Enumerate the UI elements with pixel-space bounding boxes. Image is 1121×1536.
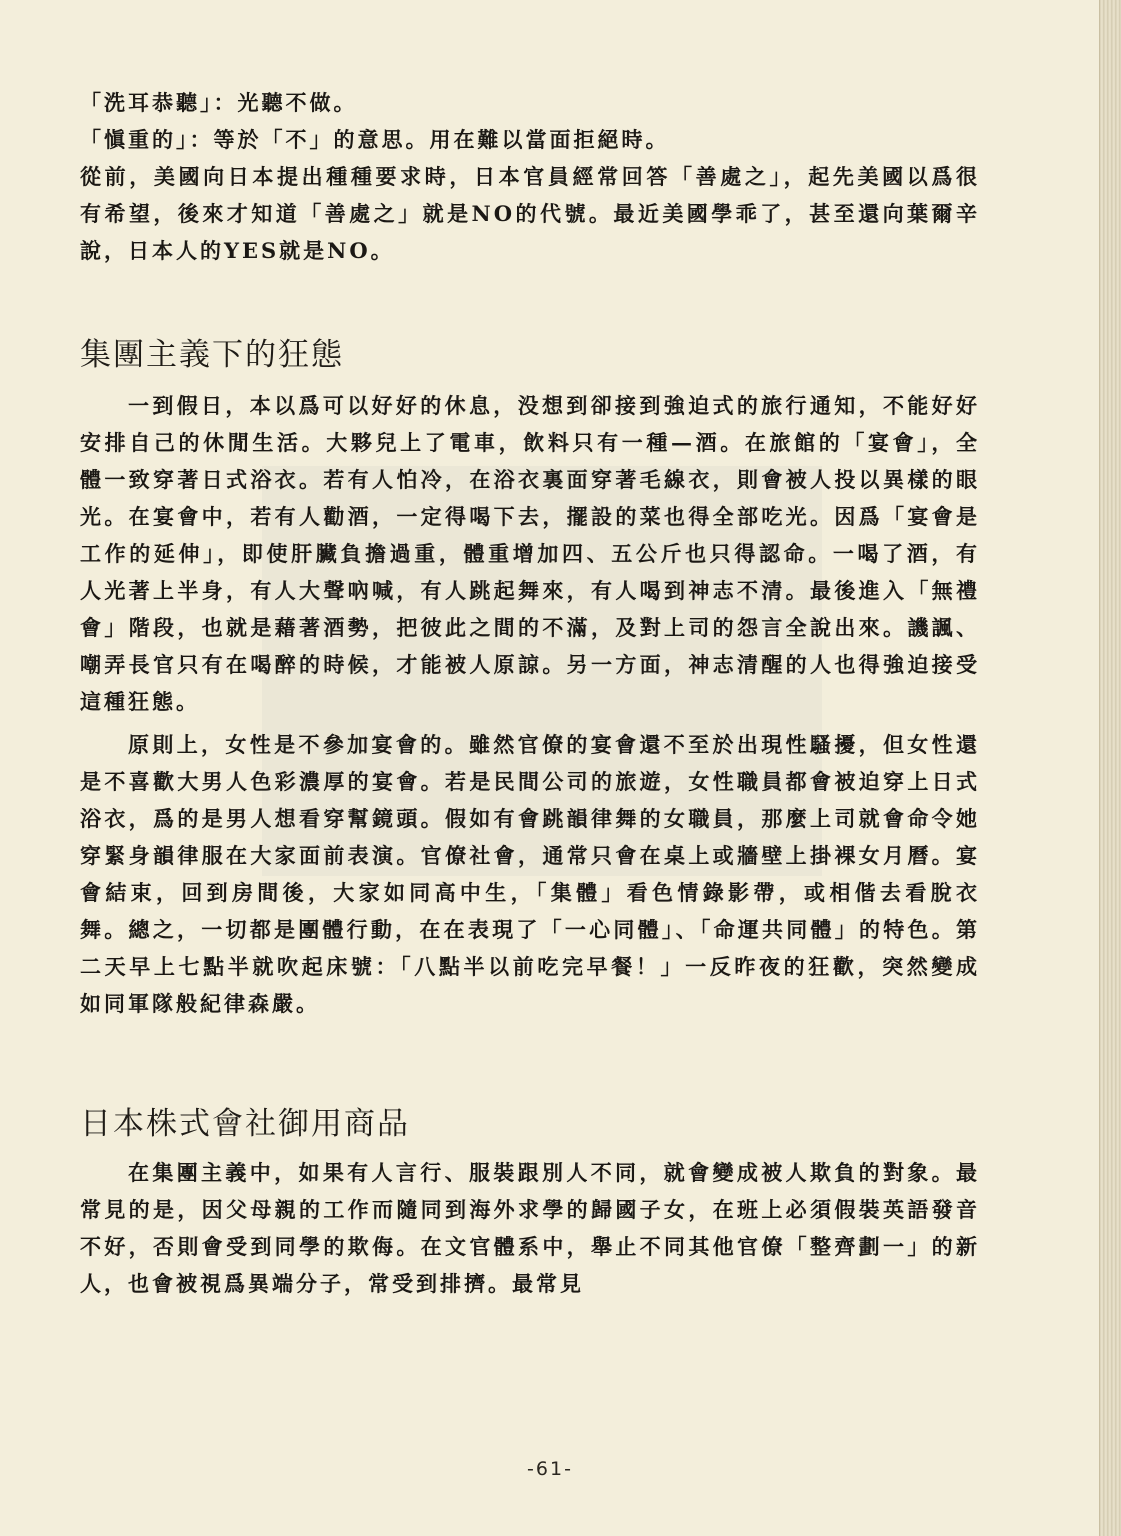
section2-paragraph-1: 在集團主義中，如果有人言行、服裝跟別人不同，就會變成被人欺負的對象。最常見的是，因父母親的工作而隨同到海外求學的歸國子女，在班上必須假裝英語發音不好，否則會受到同學的欺侮。在文官體系中，舉止不同其他官僚「整齊劃一」的新人，也會被視爲異端分子，常受到排擠。最常見	[80, 1160, 980, 1296]
page-stack-edge	[1100, 0, 1121, 1536]
section1-paragraph-2: 原則上，女性是不參加宴會的。雖然官僚的宴會還不至於出現性騷擾，但女性還是不喜歡大男人色彩濃厚的宴會。若是民間公司的旅遊，女性職員都會被迫穿上日式浴衣，爲的是男人想看穿幫鏡頭。假如有會跳韻律舞的女職員，那麼上司就會命令她穿緊身韻律服在大家面前表演。官僚社會，通常只會在桌上或牆壁上掛裸女月曆。宴會結束，回到房間後，大家如同高中生，「集體」看色情錄影帶，或相偕去看脫衣舞。總之，一切都是團體行動，在在表現了「一心同體」、「命運共同體」的特色。第二天早上七點半就吹起床號：「八點半以前吃完早餐！」一反昨夜的狂歡，突然變成如同軍隊般紀律森嚴。	[80, 732, 980, 1016]
intro-paragraph: 從前，美國向日本提出種種要求時，日本官員經常回答「善處之」，起先美國以爲很有希望，後來才知道「善處之」就是NO的代號。最近美國學乖了，甚至還向葉爾辛說，日本人的YES就是NO。	[80, 164, 980, 263]
section-heading-group-behavior: 集團主義下的狂態	[80, 337, 344, 373]
page-number: -61-	[527, 1458, 573, 1480]
section1-paragraph-1: 一到假日，本以爲可以好好的休息，没想到卻接到強迫式的旅行通知，不能好好安排自己的休閒生活。大夥兒上了電車，飲料只有一種—酒。在旅館的「宴會」，全體一致穿著日式浴衣。若有人怕冷，在浴衣裏面穿著毛線衣，則會被人投以異樣的眼光。在宴會中，若有人勸酒，一定得喝下去，擺設的菜也得全部吃光。因爲「宴會是工作的延伸」，即使肝臟負擔過重，體重增加四、五公斤也只得認命。一喝了酒，有人光著上半身，有人大聲吶喊，有人跳起舞來，有人喝到神志不清。最後進入「無禮會」階段，也就是藉著酒勢，把彼此之間的不滿，及對上司的怨言全說出來。譏諷、嘲弄長官只有在喝醉的時候，才能被人原諒。另一方面，神志清醒的人也得強迫接受這種狂態。	[80, 393, 980, 714]
intro-line-2: 「愼重的」：等於「不」的意思。用在難以當面拒絕時。	[80, 127, 670, 152]
intro-line-1: 「洗耳恭聽」：光聽不做。	[80, 90, 358, 115]
page-content	[80, 84, 980, 1302]
section-heading-company-goods: 日本株式會社御用商品	[80, 1106, 410, 1142]
